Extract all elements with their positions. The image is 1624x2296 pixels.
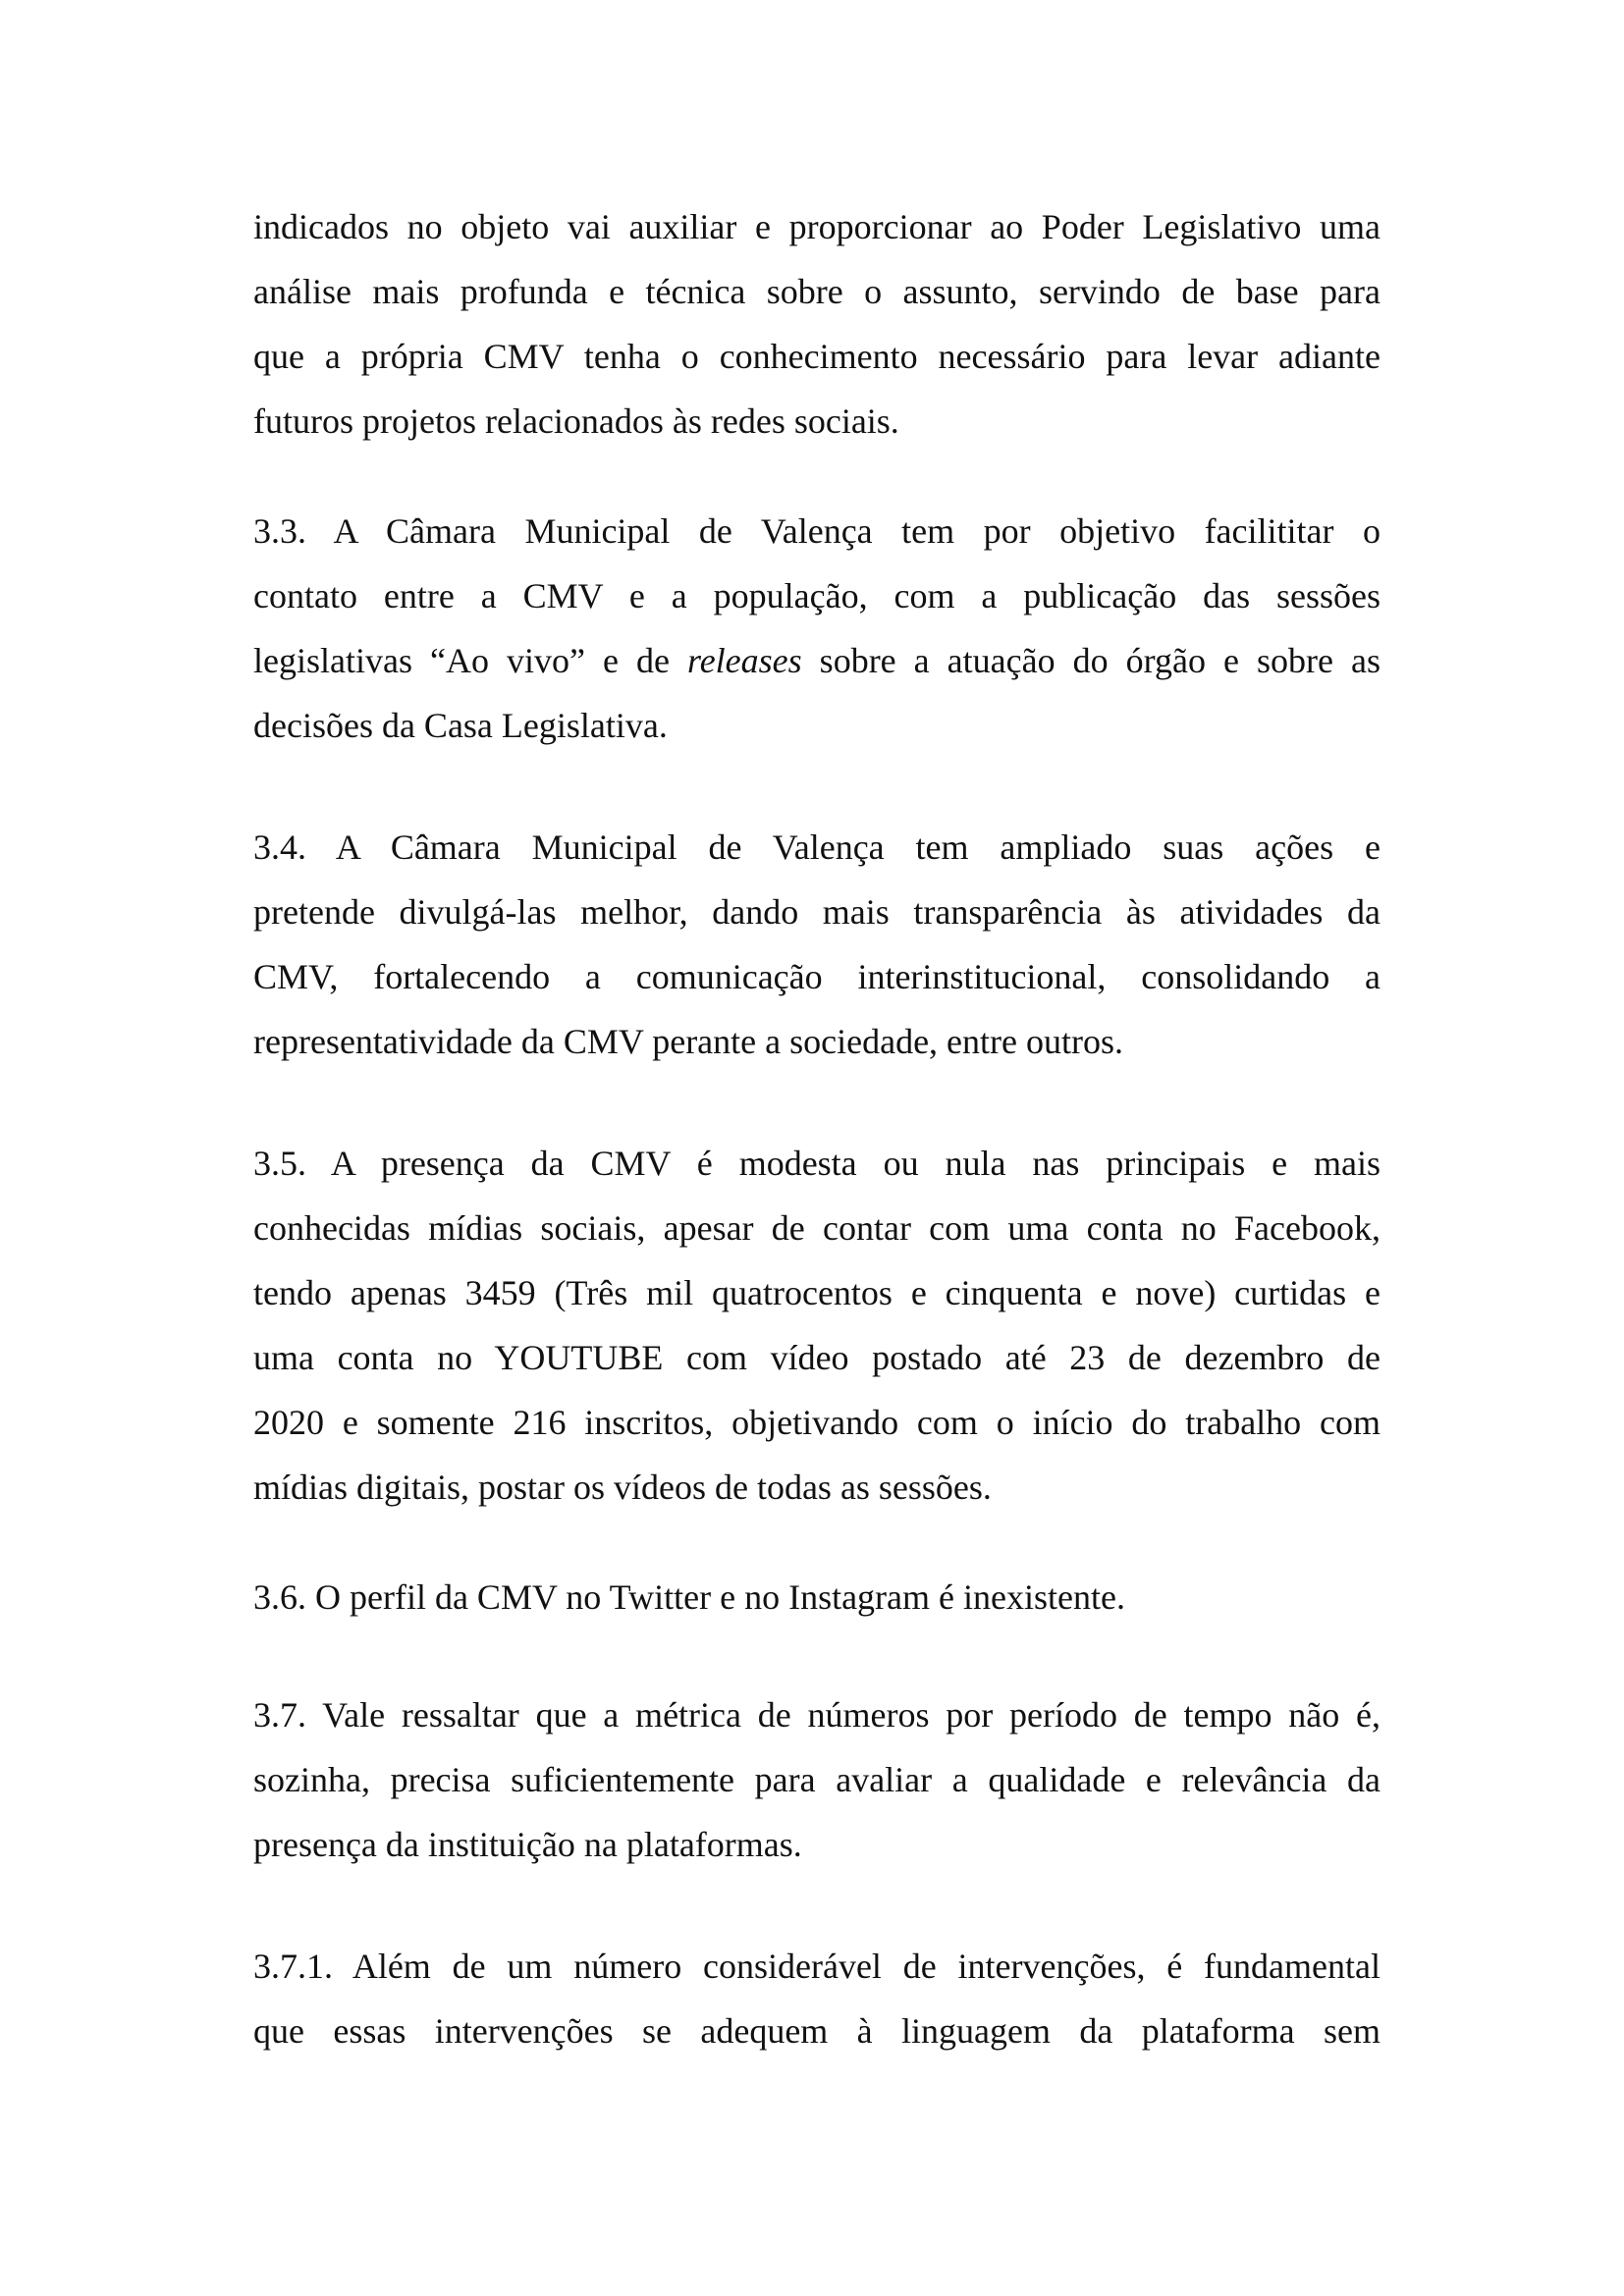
text-line: 2020 e somente 216 inscritos, objetivando com o início do trabalho com [253, 1403, 1380, 1442]
paragraph-continuation [253, 194, 1380, 454]
text-line: análise mais profunda e técnica sobre o assunto, servindo de base para [253, 272, 1380, 311]
text-line: decisões da Casa Legislativa. [253, 706, 668, 745]
text-line: conhecidas mídias sociais, apesar de contar com uma conta no Facebook, [253, 1208, 1380, 1248]
text-line: futuros projetos relacionados às redes sociais. [253, 401, 899, 441]
text-line: 3.4. A Câmara Municipal de Valença tem ampliado suas ações e [253, 828, 1380, 867]
text-line: 3.5. A presença da CMV é modesta ou nula nas principais e mais [253, 1144, 1380, 1183]
text-line: indicados no objeto vai auxiliar e proporcionar ao Poder Legislativo uma [253, 207, 1380, 246]
text-line: que a própria CMV tenha o conhecimento necessário para levar adiante [253, 337, 1380, 376]
text-line: mídias digitais, postar os vídeos de todas as sessões. [253, 1468, 992, 1507]
text-line: 3.7. Vale ressaltar que a métrica de números por período de tempo não é, [253, 1695, 1380, 1735]
paragraph-3-7 [253, 1682, 1380, 1877]
text-line: tendo apenas 3459 (Três mil quatrocentos e cinquenta e nove) curtidas e [253, 1273, 1380, 1312]
paragraph-3-4 [253, 815, 1380, 1074]
text-line: presença da instituição na plataformas. [253, 1825, 802, 1864]
text-line-mixed [253, 628, 1380, 693]
text-segment: legislativas “Ao vivo” e de [253, 641, 688, 680]
text-line: CMV, fortalecendo a comunicação interinstitucional, consolidando a [253, 957, 1380, 996]
text-line: contato entre a CMV e a população, com a publicação das sessões [253, 576, 1380, 615]
paragraph-3-5 [253, 1131, 1380, 1520]
paragraph-3-6 [253, 1565, 1380, 1629]
text-line: 3.6. O perfil da CMV no Twitter e no Instagram é inexistente. [253, 1577, 1125, 1617]
text-line: uma conta no YOUTUBE com vídeo postado até 23 de dezembro de [253, 1338, 1380, 1377]
text-line: 3.7.1. Além de um número considerável de intervenções, é fundamental [253, 1947, 1380, 1986]
text-line: que essas intervenções se adequem à linguagem da plataforma sem [253, 2011, 1380, 2051]
paragraph-3-3 [253, 499, 1380, 758]
text-segment: sobre a atuação do órgão e sobre as [801, 641, 1380, 680]
italic-term: releases [687, 641, 802, 680]
text-line: sozinha, precisa suficientemente para avaliar a qualidade e relevância da [253, 1760, 1380, 1799]
text-line: 3.3. A Câmara Municipal de Valença tem por objetivo facilititar o [253, 511, 1380, 551]
text-line: pretende divulgá-las melhor, dando mais transparência às atividades da [253, 892, 1380, 932]
text-line: representatividade da CMV perante a sociedade, entre outros. [253, 1022, 1123, 1061]
paragraph-3-7-1 [253, 1934, 1380, 2063]
